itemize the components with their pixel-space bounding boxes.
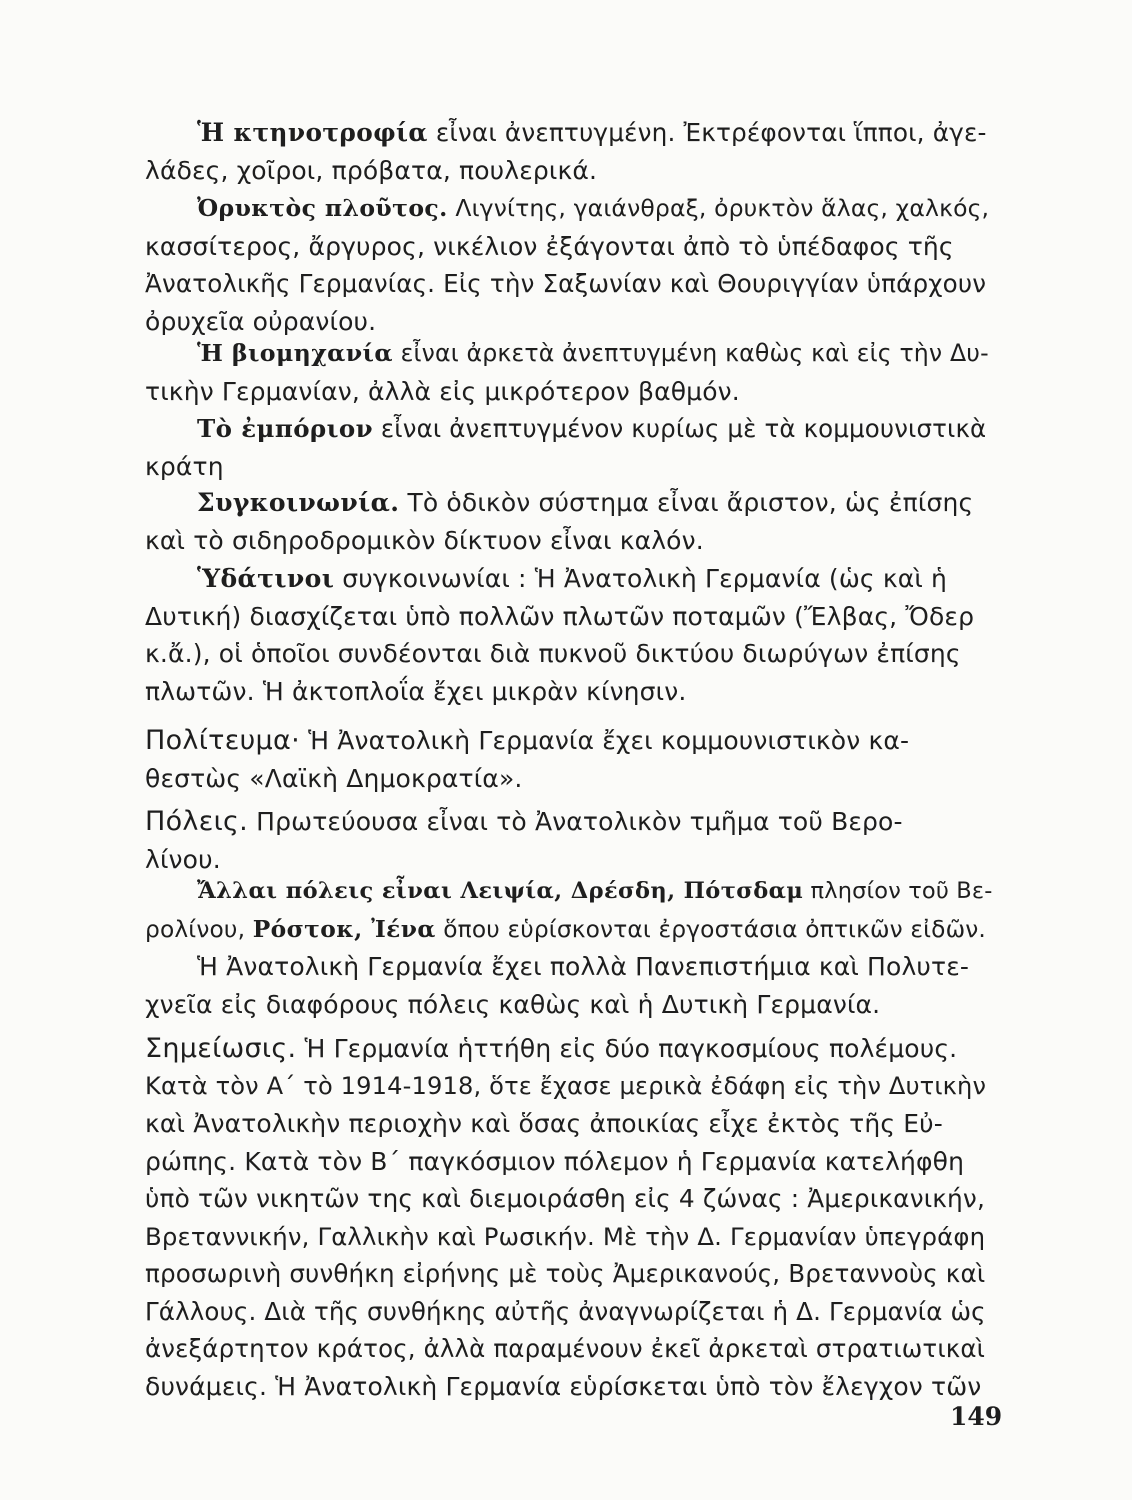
text-line: ἀνεξάρτητον κράτος, ἀλλὰ παραμένουν ἐκεῖ ἀρκεταὶ στρατιωτικαὶ (145, 1334, 986, 1363)
text-line: ρολίνου, Ρόστοκ, Ἰένα ὅπου εὑρίσκονται ἐργοστάσια ὀπτικῶν εἰδῶν. (145, 915, 986, 943)
text-line: καὶ Ἀνατολικὴν περιοχὴν καὶ ὅσας ἀποικίας εἶχε ἐκτὸς τῆς Εὐ- (145, 1109, 943, 1138)
section-lead: Πολίτευμα· (145, 725, 300, 756)
text-line: Δυτική) διασχίζεται ὑπὸ πολλῶν πλωτῶν ποταμῶν (Ἔλβας, Ὄδερ (145, 601, 975, 631)
text-line: Σημείωσις. Ἡ Γερμανία ἡττήθη εἰς δύο παγκοσμίους πολέμους. (145, 1033, 958, 1064)
text-line: προσωρινὴ συνθήκη εἰρήνης μὲ τοὺς Ἀμερικανούς, Βρεταννοὺς καὶ (145, 1259, 986, 1288)
text-line: Συγκοινωνία. Τὸ ὁδικὸν σύστημα εἶναι ἄριστον, ὡς ἐπίσης (197, 488, 974, 517)
paragraph-cities (145, 803, 990, 878)
text-line: χνεῖα εἰς διαφόρους πόλεις καθὼς καὶ ἡ Δυτικὴ Γερμανία. (145, 989, 881, 1019)
text-line: Ὀρυκτὸς πλοῦτος. Λιγνίτης, γαιάνθραξ, ὀρυκτὸν ἅλας, χαλκός, (197, 194, 990, 222)
text-line: Γάλλους. Διὰ τῆς συνθήκης αὐτῆς ἀναγνωρίζεται ἡ Δ. Γερμανία ὡς (145, 1296, 986, 1326)
text-line: δυνάμεις. Ἡ Ἀνατολικὴ Γερμανία εὑρίσκεται ὑπὸ τὸν ἔλεγχον τῶν (145, 1371, 982, 1401)
text-line: ὑπὸ τῶν νικητῶν της καὶ διεμοιράσθη εἰς 4 ζώνας : Ἀμερικανικήν, (145, 1184, 985, 1213)
paragraph-commerce (145, 410, 990, 485)
section-lead: Πόλεις. (145, 806, 249, 837)
paragraph-minerals (145, 190, 990, 340)
text-line: Ἀνατολικῆς Γερμανίας. Εἰς τὴν Σαξωνίαν καὶ Θουριγγίαν ὑπάρχουν (145, 269, 987, 298)
paragraph-government (145, 722, 990, 797)
paragraph-other-cities (145, 873, 993, 1023)
text-line: πλωτῶν. Ἡ ἀκτοπλοΐα ἔχει μικρὰν κίνησιν. (145, 676, 687, 706)
section-lead: Ὑδάτινοι (197, 564, 335, 593)
text-line: Βρεταννικήν, Γαλλικὴν καὶ Ρωσικήν. Μὲ τὴν Δ. Γερμανίαν ὑπεγράφη (145, 1221, 986, 1251)
text-line: ὀρυχεῖα οὐρανίου. (145, 306, 377, 336)
text-line: κ.ἄ.), οἱ ὁποῖοι συνδέονται διὰ πυκνοῦ δικτύου διωρύγων ἐπίσης (145, 639, 961, 668)
section-lead: Ὀρυκτὸς πλοῦτος. (197, 194, 448, 222)
text-line: Ἡ κτηνοτροφία εἶναι ἀνεπτυγμένη. Ἐκτρέφονται ἵπποι, ἀγε- (197, 118, 987, 147)
paragraph-transport (145, 484, 990, 559)
paragraph-note (145, 1030, 990, 1405)
section-lead: Τὸ ἐμπόριον (197, 414, 373, 443)
text-line: λάδες, χοῖροι, πρόβατα, πουλερικά. (145, 155, 598, 185)
text-line: τικὴν Γερμανίαν, ἀλλὰ εἰς μικρότερον βαθμόν. (145, 376, 740, 406)
section-lead: Συγκοινωνία. (197, 488, 400, 517)
text-line: Ἡ Ἀνατολικὴ Γερμανία ἔχει πολλὰ Πανεπιστήμια καὶ Πολυτε- (197, 952, 970, 981)
text-line: Ἡ βιομηχανία εἶναι ἀρκετὰ ἀνεπτυγμένη καθὼς καὶ εἰς τὴν Δυ- (197, 339, 989, 367)
text-line: καὶ τὸ σιδηροδρομικὸν δίκτυον εἶναι καλόν. (145, 525, 704, 555)
text-line: Ἄλλαι πόλεις εἶναι Λειψία, Δρέσδη, Πότσδαμ πλησίον τοῦ Βε- (197, 878, 993, 904)
text-line: Πολίτευμα· Ἡ Ἀνατολικὴ Γερμανία ἔχει κομμουνιστικὸν κα- (145, 725, 910, 756)
text-line: Πόλεις. Πρωτεύουσα εἶναι τὸ Ἀνατολικὸν τμῆμα τοῦ Βερο- (145, 806, 903, 837)
page-number: 149 (950, 1402, 1003, 1431)
text-line: Κατὰ τὸν Α΄ τὸ 1914-1918, ὅτε ἔχασε μερικὰ ἐδάφη εἰς τὴν Δυτικὴν (145, 1071, 987, 1100)
paragraph-waterways (145, 560, 990, 710)
paragraph-livestock (145, 114, 990, 189)
section-lead: Ἡ κτηνοτροφία (197, 118, 428, 147)
text-line: θεστὼς «Λαϊκὴ Δημοκρατία». (145, 763, 523, 793)
city-names: Λειψία, Δρέσδη, Πότσδαμ (452, 878, 804, 904)
section-lead: Ἄλλαι πόλεις εἶναι (197, 878, 453, 904)
text-line: λίνου. (145, 844, 221, 874)
section-lead: Ἡ βιομηχανία (197, 339, 393, 367)
text-line: ρώπης. Κατὰ τὸν Β΄ παγκόσμιον πόλεμον ἡ Γερμανία κατελήφθη (145, 1146, 965, 1176)
text-line: κασσίτερος, ἄργυρος, νικέλιον ἐξάγονται ἀπὸ τὸ ὑπέδαφος τῆς (145, 231, 954, 261)
text-line: Τὸ ἐμπόριον εἶναι ἀνεπτυγμένον κυρίως μὲ τὰ κομμουνιστικὰ (197, 414, 987, 443)
section-lead: Σημείωσις. (145, 1033, 297, 1064)
city-names: Ρόστοκ, Ἰένα (252, 915, 436, 943)
text-line: κράτη (145, 451, 224, 481)
paragraph-industry (145, 335, 990, 410)
text-line: Ὑδάτινοι συγκοινωνίαι : Ἡ Ἀνατολικὴ Γερμανία (ὡς καὶ ἡ (197, 564, 948, 593)
